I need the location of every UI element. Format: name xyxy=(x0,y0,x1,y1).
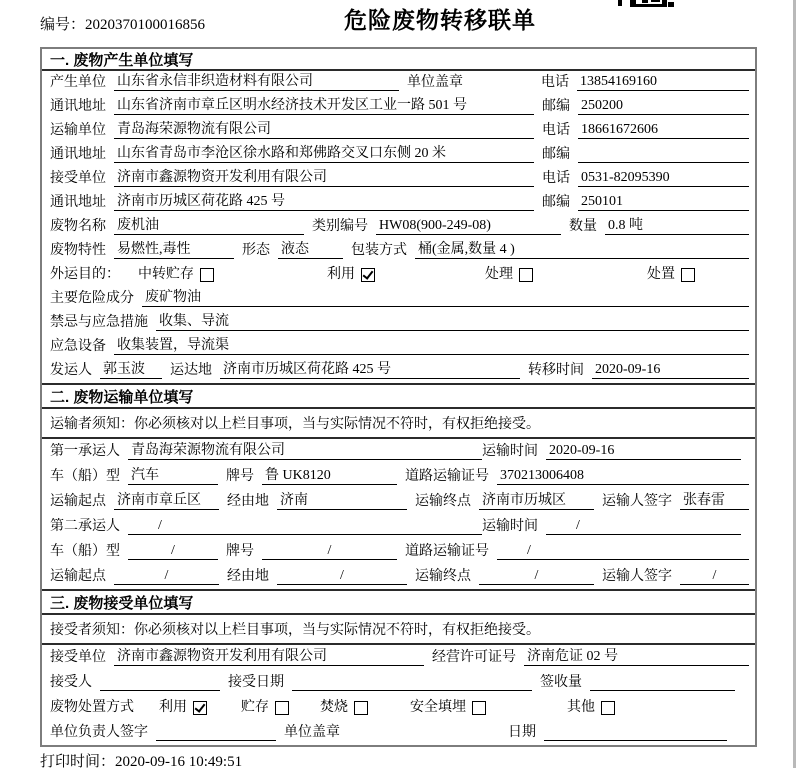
disposal-method-label: 废物处置方式 xyxy=(50,700,134,715)
permit-number-label: 经营许可证号 xyxy=(432,650,516,665)
vehicle-type-label-2: 车（船）型 xyxy=(50,544,120,559)
checkbox-label: 其他 xyxy=(567,700,595,715)
taboo-measures-label: 禁忌与应急措施 xyxy=(50,315,148,330)
producer-zip-value: 250200 xyxy=(578,97,749,115)
checkbox-icon xyxy=(275,701,289,715)
checkbox-label: 焚烧 xyxy=(320,700,348,715)
waste-trait-label: 废物特性 xyxy=(50,243,106,258)
waste-name-label: 废物名称 xyxy=(50,219,106,234)
packing-label: 包装方式 xyxy=(351,243,407,258)
transport-time-label: 运输时间 xyxy=(482,444,538,459)
accept-person-row xyxy=(42,670,755,695)
disposal-option-utilize xyxy=(159,699,207,716)
producer-address-value: 山东省济南市章丘区明水经济技术开发区工业一路 501 号 xyxy=(114,97,534,115)
section-2-title: 二. 废物运输单位填写 xyxy=(42,383,755,409)
receiver-unit-label: 接受单位 xyxy=(50,171,106,186)
carrier-phone-value: 18661672606 xyxy=(578,121,749,139)
checkbox-label: 安全填埋 xyxy=(410,700,466,715)
checkbox-label: 贮存 xyxy=(241,700,269,715)
page-title: 危险废物转移联单 xyxy=(344,7,536,33)
transporter-sign-label: 运输人签字 xyxy=(602,494,672,509)
disposal-option-landfill xyxy=(410,699,486,716)
waste-trait-value: 易燃性,毒性 xyxy=(114,241,234,259)
origin-label: 运输起点 xyxy=(50,494,106,509)
carrier-unit-value: 青岛海荣源物流有限公司 xyxy=(114,121,534,139)
waste-trait-row xyxy=(42,239,755,263)
transporter-notice: 运输者须知：你必须核对以上栏目事项，当与实际情况不符时，有权拒绝接受。 xyxy=(42,409,755,439)
serial-value: 2020370100016856 xyxy=(85,17,206,33)
accept-unit-row xyxy=(42,645,755,670)
receiver-unit-row xyxy=(42,167,755,191)
checkbox-icon xyxy=(200,268,214,282)
vehicle-type-value: 汽车 xyxy=(128,467,218,485)
accept-date-value xyxy=(292,674,532,691)
transport-time-value: 2020-09-16 xyxy=(546,442,741,460)
origin-value-2: / xyxy=(114,567,219,585)
producer-unit-value: 山东省永信非织造材料有限公司 xyxy=(114,73,399,91)
carrier-unit-label: 运输单位 xyxy=(50,123,106,138)
category-code-value: HW08(900-249-08) xyxy=(376,217,561,235)
hazard-component-value: 废矿物油 xyxy=(142,289,749,307)
transfer-date-value: 2020-09-16 xyxy=(592,361,749,379)
disposal-option-incinerate xyxy=(320,699,368,716)
first-carrier-row xyxy=(42,439,755,464)
transport-time-value-2: / xyxy=(546,517,741,535)
purpose-option-transfer-storage xyxy=(138,266,214,283)
carrier-zip-label: 邮编 xyxy=(542,147,570,162)
carrier-address-label: 通讯地址 xyxy=(50,147,106,162)
accept-person-value xyxy=(100,674,220,691)
receipt-amount-value xyxy=(590,674,735,691)
manifest-form xyxy=(40,47,757,747)
endpoint-value-2: / xyxy=(479,567,594,585)
shipper-value: 郭玉波 xyxy=(100,361,162,379)
destination-value: 济南市历城区荷花路 425 号 xyxy=(220,361,520,379)
receiver-address-row xyxy=(42,191,755,215)
second-carrier-row xyxy=(42,514,755,539)
purpose-option-utilize xyxy=(327,266,375,283)
receiver-phone-value: 0531-82095390 xyxy=(578,169,749,187)
carrier-zip-value xyxy=(578,146,749,163)
checkbox-icon xyxy=(601,701,615,715)
checkbox-label: 中转贮存 xyxy=(138,267,194,282)
purpose-option-treat xyxy=(485,266,533,283)
first-carrier-value: 青岛海荣源物流有限公司 xyxy=(128,442,482,460)
accept-person-label: 接受人 xyxy=(50,675,92,690)
checkbox-label: 处置 xyxy=(647,267,675,282)
second-carrier-value: / xyxy=(128,517,482,535)
shipper-row xyxy=(42,359,755,383)
endpoint-label-2: 运输终点 xyxy=(415,569,471,584)
waste-name-row xyxy=(42,215,755,239)
origin-label-2: 运输起点 xyxy=(50,569,106,584)
hazard-component-label: 主要危险成分 xyxy=(50,291,134,306)
checkbox-icon xyxy=(193,701,207,715)
carrier-phone-label: 电话 xyxy=(542,123,570,138)
producer-zip-label: 邮编 xyxy=(542,99,570,114)
emergency-equipment-label: 应急设备 xyxy=(50,339,106,354)
section-3-title: 三. 废物接受单位填写 xyxy=(42,589,755,615)
taboo-measures-row xyxy=(42,311,755,335)
category-code-label: 类别编号 xyxy=(312,219,368,234)
accept-unit-label: 接受单位 xyxy=(50,650,106,665)
origin-value: 济南市章丘区 xyxy=(114,492,219,510)
disposal-method-row xyxy=(42,695,755,720)
producer-address-row xyxy=(42,95,755,119)
receiver-unit-value: 济南市鑫源物资开发利用有限公司 xyxy=(114,169,534,187)
checkbox-label: 处理 xyxy=(485,267,513,282)
receiver-zip-label: 邮编 xyxy=(542,195,570,210)
checkbox-label: 利用 xyxy=(159,700,187,715)
carrier-address-row xyxy=(42,143,755,167)
quantity-label: 数量 xyxy=(569,219,597,234)
transfer-date-label: 转移时间 xyxy=(528,363,584,378)
producer-address-label: 通讯地址 xyxy=(50,99,106,114)
emergency-equipment-value: 收集装置，导流渠 xyxy=(114,337,749,355)
receiver-zip-value: 250101 xyxy=(578,193,749,211)
transporter-sign-value-2: / xyxy=(680,567,749,585)
form-label: 形态 xyxy=(242,243,270,258)
transporter-sign-value: 张春雷 xyxy=(680,492,749,510)
print-time-value: 2020-09-16 10:49:51 xyxy=(115,754,243,770)
carrier-unit-row xyxy=(42,119,755,143)
section-1-title: 一. 废物产生单位填写 xyxy=(42,49,755,71)
road-license-label-2: 道路运输证号 xyxy=(405,544,489,559)
transfer-purpose-label: 外运目的： xyxy=(50,267,120,282)
receiver-address-label: 通讯地址 xyxy=(50,195,106,210)
accept-date-label: 接受日期 xyxy=(228,675,284,690)
via-label: 经由地 xyxy=(227,494,269,509)
sign-date-value xyxy=(544,724,727,741)
qr-code-fragment xyxy=(618,0,676,10)
first-carrier-label: 第一承运人 xyxy=(50,444,120,459)
receiver-phone-label: 电话 xyxy=(542,171,570,186)
purpose-option-dispose xyxy=(647,266,695,283)
print-time-label: 打印时间： xyxy=(40,754,116,770)
shipper-label: 发运人 xyxy=(50,363,92,378)
vehicle-row-2 xyxy=(42,539,755,564)
producer-phone-label: 电话 xyxy=(541,75,569,90)
waste-name-value: 废机油 xyxy=(114,217,304,235)
receiver-address-value: 济南市历城区荷花路 425 号 xyxy=(114,193,534,211)
transporter-sign-label-2: 运输人签字 xyxy=(602,569,672,584)
chief-signature-value xyxy=(156,724,276,741)
quantity-value: 0.8 吨 xyxy=(605,217,749,235)
plate-number-label-2: 牌号 xyxy=(226,544,254,559)
packing-value: 桶(金属,数量 4 ) xyxy=(415,241,749,259)
serial-label: 编号： xyxy=(40,17,86,33)
unit-seal-label: 单位盖章 xyxy=(407,75,463,90)
route-row-1 xyxy=(42,489,755,514)
vehicle-row-1 xyxy=(42,464,755,489)
chief-signature-row xyxy=(42,720,755,745)
transport-time-label-2: 运输时间 xyxy=(482,519,538,534)
disposal-option-other xyxy=(567,699,615,716)
road-license-label: 道路运输证号 xyxy=(405,469,489,484)
checkbox-icon xyxy=(354,701,368,715)
emergency-equipment-row xyxy=(42,335,755,359)
chief-signature-label: 单位负责人签字 xyxy=(50,725,148,740)
checkbox-icon xyxy=(361,268,375,282)
plate-number-value: 鲁 UK8120 xyxy=(262,467,397,485)
unit-seal-label-2: 单位盖章 xyxy=(284,725,340,740)
plate-number-value-2: / xyxy=(262,542,397,560)
producer-phone-value: 13854169160 xyxy=(577,73,749,91)
destination-label: 运达地 xyxy=(170,363,212,378)
second-carrier-label: 第二承运人 xyxy=(50,519,120,534)
transfer-purpose-row xyxy=(42,263,755,287)
endpoint-label: 运输终点 xyxy=(415,494,471,509)
route-row-2 xyxy=(42,564,755,589)
accept-unit-value: 济南市鑫源物资开发利用有限公司 xyxy=(114,648,424,666)
endpoint-value: 济南市历城区 xyxy=(479,492,594,510)
checkbox-icon xyxy=(519,268,533,282)
producer-unit-label: 产生单位 xyxy=(50,75,106,90)
via-label-2: 经由地 xyxy=(227,569,269,584)
form-value: 液态 xyxy=(278,241,343,259)
carrier-address-value: 山东省青岛市李沧区徐水路和郑佛路交叉口东侧 20 米 xyxy=(114,145,534,163)
receipt-amount-label: 签收量 xyxy=(540,675,582,690)
road-license-value: 370213006408 xyxy=(497,467,749,485)
checkbox-icon xyxy=(681,268,695,282)
sign-date-label: 日期 xyxy=(508,725,536,740)
plate-number-label: 牌号 xyxy=(226,469,254,484)
producer-unit-row xyxy=(42,71,755,95)
taboo-measures-value: 收集、导流 xyxy=(156,313,749,331)
vehicle-type-value-2: / xyxy=(128,542,218,560)
hazard-component-row xyxy=(42,287,755,311)
checkbox-label: 利用 xyxy=(327,267,355,282)
via-value-2: / xyxy=(277,567,407,585)
permit-number-value: 济南危证 02 号 xyxy=(524,648,749,666)
vehicle-type-label: 车（船）型 xyxy=(50,469,120,484)
via-value: 济南 xyxy=(277,492,407,510)
checkbox-icon xyxy=(472,701,486,715)
receiver-notice: 接受者须知：你必须核对以上栏目事项，当与实际情况不符时，有权拒绝接受。 xyxy=(42,615,755,645)
road-license-value-2: / xyxy=(497,542,749,560)
disposal-option-storage xyxy=(241,699,289,716)
